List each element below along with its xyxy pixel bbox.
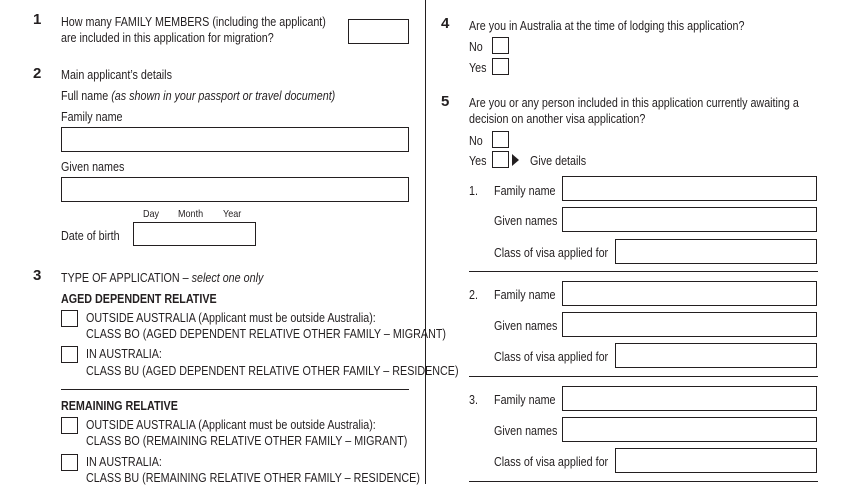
- entry-2-family-name-field[interactable]: [562, 281, 817, 306]
- question-2-number: 2: [33, 65, 42, 82]
- question-5-text-line1: Are you or any person included in this application currently awaiting a: [469, 96, 799, 110]
- question-2-title: Main applicant’s details: [61, 68, 172, 82]
- q4-no-label: No: [469, 40, 483, 54]
- arrow-right-icon: [512, 154, 519, 166]
- entry-3-family-name-field[interactable]: [562, 386, 817, 411]
- aged-opt2-line1: IN AUSTRALIA:: [86, 347, 162, 361]
- question-3-title: [61, 271, 263, 286]
- q4-no-checkbox[interactable]: [492, 37, 509, 54]
- entry-1-given-names-label: Given names: [494, 214, 558, 228]
- question-4-text: Are you in Australia at the time of lodging this application?: [469, 19, 745, 33]
- q4-yes-label: Yes: [469, 61, 487, 75]
- entry-2-index: 2.: [469, 288, 478, 302]
- dob-day-label: Day: [143, 208, 160, 220]
- full-name-label: [61, 89, 335, 104]
- question-3-title-text: TYPE OF APPLICATION –: [61, 271, 192, 285]
- entry-1-class-label: Class of visa applied for: [494, 246, 609, 260]
- entry-3-class-label: Class of visa applied for: [494, 455, 609, 469]
- entry-3-family-name-label: Family name: [494, 393, 556, 407]
- entry-3-given-names-label: Given names: [494, 424, 558, 438]
- aged-outside-australia-checkbox[interactable]: [61, 310, 78, 327]
- aged-opt1-line1: OUTSIDE AUSTRALIA (Applicant must be outside Australia):: [86, 311, 376, 325]
- remaining-relative-heading: REMAINING RELATIVE: [61, 399, 178, 413]
- question-4-number: 4: [441, 15, 450, 32]
- column-divider: [425, 0, 426, 484]
- entry-1-divider: [469, 271, 818, 272]
- aged-opt1-line2: CLASS BO (AGED DEPENDENT RELATIVE OTHER FAMILY – MIGRANT): [86, 327, 447, 341]
- remaining-opt1-line2: CLASS BO (REMAINING RELATIVE OTHER FAMILY – MIGRANT): [86, 434, 408, 448]
- entry-3-given-names-field[interactable]: [562, 417, 817, 442]
- entry-2-family-name-label: Family name: [494, 288, 556, 302]
- entry-1-family-name-label: Family name: [494, 184, 556, 198]
- main-family-name-field[interactable]: [61, 127, 409, 152]
- remaining-opt2-line1: IN AUSTRALIA:: [86, 455, 162, 469]
- entry-2-divider: [469, 376, 818, 377]
- remaining-in-australia-checkbox[interactable]: [61, 454, 78, 471]
- question-1-number: 1: [33, 11, 42, 28]
- give-details-label: Give details: [530, 154, 587, 168]
- family-name-label: Family name: [61, 110, 123, 124]
- main-given-names-field[interactable]: [61, 177, 409, 202]
- given-names-label: Given names: [61, 160, 125, 174]
- entry-2-given-names-field[interactable]: [562, 312, 817, 337]
- q5-yes-checkbox[interactable]: [492, 151, 509, 168]
- aged-in-australia-checkbox[interactable]: [61, 346, 78, 363]
- aged-dependent-heading: AGED DEPENDENT RELATIVE: [61, 292, 217, 306]
- entry-1-given-names-field[interactable]: [562, 207, 817, 232]
- dob-year-label: Year: [223, 208, 242, 220]
- remaining-outside-australia-checkbox[interactable]: [61, 417, 78, 434]
- entry-3-divider: [469, 481, 818, 482]
- question-3-title-note: select one only: [191, 271, 264, 285]
- family-members-count-field[interactable]: [348, 19, 409, 44]
- q5-no-checkbox[interactable]: [492, 131, 509, 148]
- entry-1-visa-class-field[interactable]: [615, 239, 817, 264]
- question-5-number: 5: [441, 93, 450, 110]
- entry-2-visa-class-field[interactable]: [615, 343, 817, 368]
- remaining-opt1-line1: OUTSIDE AUSTRALIA (Applicant must be outside Australia):: [86, 418, 376, 432]
- aged-opt2-line2: CLASS BU (AGED DEPENDENT RELATIVE OTHER FAMILY – RESIDENCE): [86, 364, 459, 378]
- full-name-note: (as shown in your passport or travel document): [111, 89, 336, 103]
- entry-1-family-name-field[interactable]: [562, 176, 817, 201]
- question-1-text-line1: How many FAMILY MEMBERS (including the applicant): [61, 15, 326, 29]
- entry-2-class-label: Class of visa applied for: [494, 350, 609, 364]
- q5-yes-label: Yes: [469, 154, 487, 168]
- q4-yes-checkbox[interactable]: [492, 58, 509, 75]
- date-of-birth-field[interactable]: [133, 222, 256, 246]
- question-5-text-line2: decision on another visa application?: [469, 112, 646, 126]
- q3-section-divider: [61, 389, 409, 390]
- dob-month-label: Month: [178, 208, 204, 220]
- entry-3-index: 3.: [469, 393, 478, 407]
- dob-label: Date of birth: [61, 229, 120, 243]
- entry-2-given-names-label: Given names: [494, 319, 558, 333]
- entry-3-visa-class-field[interactable]: [615, 448, 817, 473]
- full-name-label-text: Full name: [61, 89, 109, 103]
- q5-no-label: No: [469, 134, 483, 148]
- entry-1-index: 1.: [469, 184, 478, 198]
- question-1-text-line2: are included in this application for migration?: [61, 31, 274, 45]
- question-3-number: 3: [33, 267, 42, 284]
- remaining-opt2-line2: CLASS BU (REMAINING RELATIVE OTHER FAMILY – RESIDENCE): [86, 471, 420, 485]
